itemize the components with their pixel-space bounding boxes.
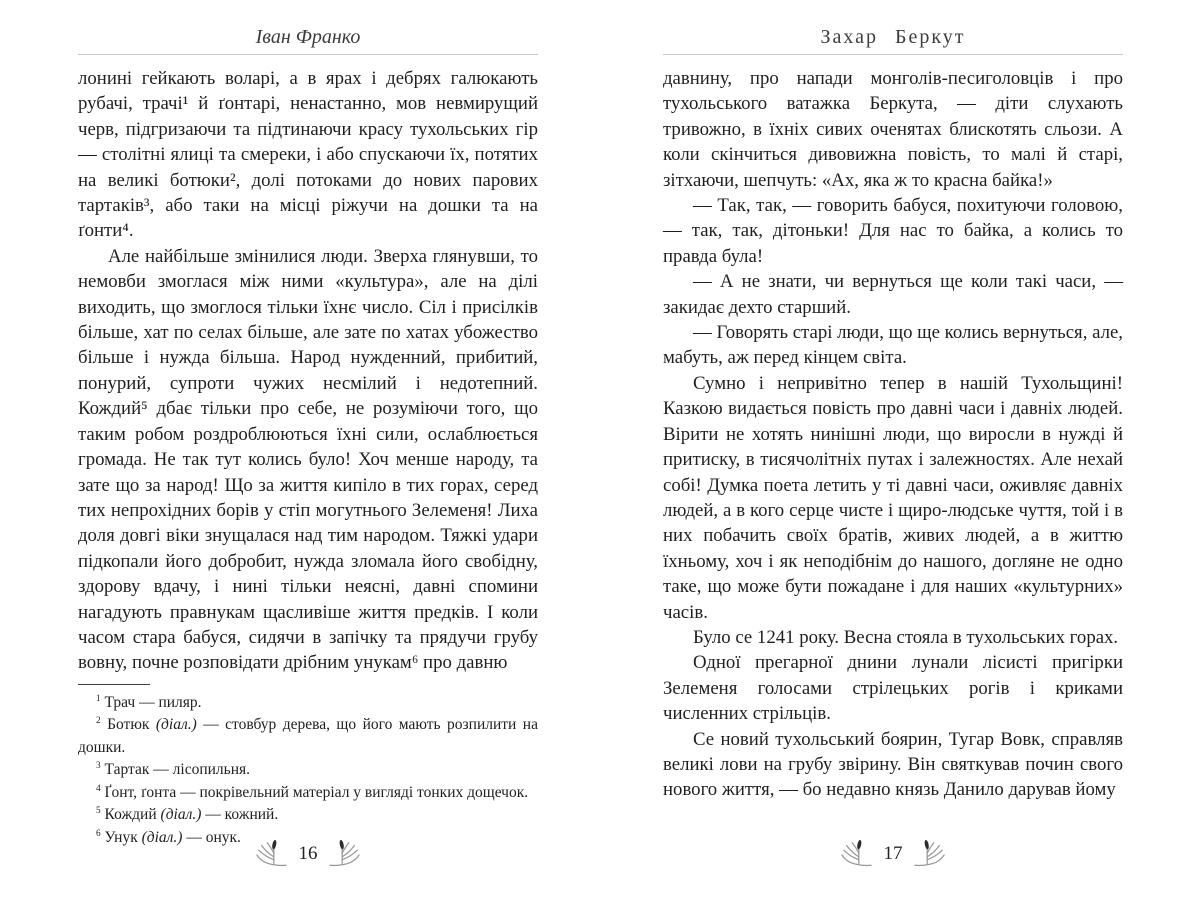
page-body-left xyxy=(78,66,538,676)
paragraph: Одної прегарної днини лунали лісисті пригірки Зелеменя голосами стрілецьких рогів і криками численних стрільців. xyxy=(663,652,1123,725)
footnote: $^4$ Ґонт, ґонта — покрівельний матеріал у вигляді тонких дощечок. xyxy=(96,783,529,801)
page-number: 17 xyxy=(883,843,903,864)
twig-right-icon xyxy=(328,838,362,870)
paragraph: — А не знати, чи вернуться ще коли такі часи, — закидає дехто старший. xyxy=(663,271,1123,318)
footnote: $^5$ Кождий (діал.) — кожний. xyxy=(96,806,279,824)
footnote: $^6$ Унук (діал.) — онук. xyxy=(96,828,241,846)
twig-left-icon xyxy=(254,838,288,870)
header-rule xyxy=(78,54,538,55)
paragraph: Се новий тухольський боярин, Тугар Вовк, справляв великі лови на грубу звірину. Він святкував почин свого нового життя, — бо недавно князь Данило дарував йому xyxy=(663,728,1123,801)
header-rule xyxy=(663,54,1123,55)
page-body-right xyxy=(663,66,1123,803)
paragraph: лонині гейкають воларі, а в ярах і дебрях галюкають рубачі, трачі¹ й ґонтарі, ненастанно, мов невмирущий черв, підгризаючи та підтинаючи красу тухольських гір — столітні ялиці та смереки, і або спускаючи їх, потятих на великі ботюки², долі потоками до нових парових тартаків³, або таки на місці ріжучи на дошки та на ґонти⁴. xyxy=(78,68,538,242)
paragraph: Але найбільше змінилися люди. Зверха глянувши, то немовби змоглася між ними «культура», але на ділі виходить, що змоглося тільки їхнє число. Сіл і присілків більше, хат по селах більше, але зате по хатах убожество більше і нужда більша. Народ нужденний, прибитий, понурий, супроти чужих несмілий і недотепний. Кождий⁵ дбає тільки про себе, не розуміючи того, що таким робом роздроблюються їхні сили, ослаблюється громада. Не так тут колись було! Хоч менше народу, та зате що за народ! Що за життя кипіло в тих горах, серед тих непрохідних борів у стіп могутнього Зелеменя! Лиха доля довгі віки знущалася над тим народом. Тяжкі удари підкопали його добробит, нужда зломала його свобідну, здорову вдачу, і нині тільки неясні, давні спомини нагадують правнукам щасливіше життя предків. І коли часом стара бабуся, сидячи в запічку та прядучи грубу вовну, почне розповідати дрібним унукам⁶ про давню xyxy=(78,245,538,674)
footnote: $^1$ Трач — пиляр. xyxy=(96,693,202,711)
running-header-title: Захар Беркут xyxy=(820,26,966,48)
page-number: 16 xyxy=(298,843,318,864)
paragraph: — Говорять старі люди, що ще колись вернуться, але, мабуть, аж перед кінцем світа. xyxy=(663,322,1123,369)
twig-left-icon xyxy=(839,838,873,870)
paragraph: — Так, так, — говорить бабуся, похитуючи головою, — так, так, дітоньки! Для нас то байка, а колись то правда була! xyxy=(663,195,1123,267)
page-number-row xyxy=(78,838,538,870)
paragraph: Було се 1241 року. Весна стояла в тухольських горах. xyxy=(693,626,1119,648)
footnote-list xyxy=(78,692,538,850)
page-left xyxy=(78,0,538,900)
paragraph: Сумно і непривітно тепер в нашій Тухольщині! Казкою видається повість про давні часи і давніх людей. Вірити не хотять нинішні люди, що виросли в нужді й притиску, в тисячолітніх путах і залежностях. Але нехай собі! Думка поета летить у ті давні часи, оживляє давніх людей, а в кого серце чисте і щиро-людське чуття, той і в них побачить своїх братів, живих людей, а в життю їхньому, хоч і як неподібнім до нашого, догляне не одно таке, що може бути пожадане і для наших «культурних» часів. xyxy=(663,372,1123,623)
paragraph: давнину, про напади монголів-песиголовців і про тухольського ватажка Беркута, — діти слухають тривожно, в їхніх сивих оченятах блискотять сльози. А коли скінчиться дивовижна повість, то малі й старі, зітхаючи, шепчуть: «Ах, яка ж то красна байка!» xyxy=(663,68,1123,191)
footnote-rule xyxy=(78,684,150,685)
running-header-author: Іван Франко xyxy=(255,26,361,48)
footnotes-block xyxy=(78,684,538,850)
page-right xyxy=(663,0,1123,900)
twig-right-icon xyxy=(913,838,947,870)
footnote: $^2$ Ботюк (діал.) — стовбур дерева, що його мають розпилити на дошки. xyxy=(78,716,538,756)
footnote: $^3$ Тартак — лісопильня. xyxy=(96,761,251,779)
page-number-row xyxy=(663,838,1123,870)
